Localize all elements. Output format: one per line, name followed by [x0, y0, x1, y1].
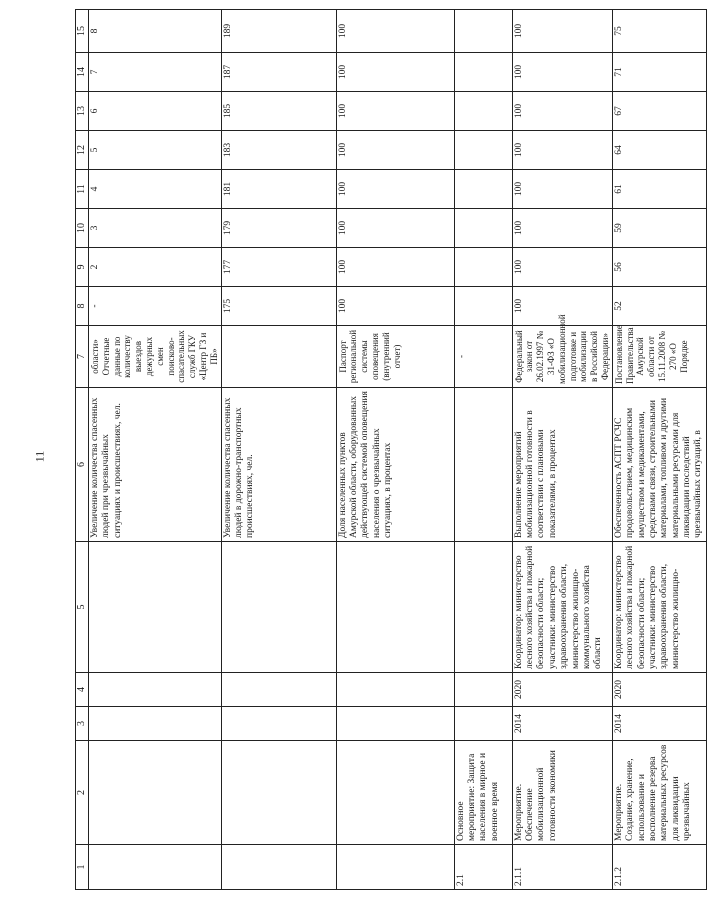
table-cell: Мероприятие. Создание, хранение, использование и восполнение резерва материальных ресурсов для ликвидации чрезвычайных: [612, 741, 706, 845]
table-cell-value: 100: [336, 170, 454, 209]
program-table: [75, 9, 707, 890]
table-row: [454, 10, 512, 890]
header-cell: 3: [76, 707, 89, 741]
table-cell: [221, 741, 336, 845]
table-row: [612, 10, 706, 890]
table-cell: -: [454, 326, 512, 388]
table-cell: [89, 673, 222, 707]
table-cell-value: 5: [89, 131, 222, 170]
header-cell: 10: [76, 209, 89, 248]
table-cell-value: 100: [512, 53, 612, 92]
table-cell-value: 189: [221, 10, 336, 53]
header-cell: 7: [76, 326, 89, 388]
table-cell-value: 179: [221, 209, 336, 248]
table-cell: [221, 326, 336, 388]
table-row: [336, 10, 454, 890]
table-cell-value: 100: [512, 209, 612, 248]
page-number: 11: [32, 450, 47, 463]
table-cell: Основное мероприятие: Защита населения в мирное и военное время: [454, 741, 512, 845]
table-cell-value: 67: [612, 92, 706, 131]
table-cell: [221, 542, 336, 673]
table-cell-value: 61: [612, 170, 706, 209]
table-cell-value: 71: [612, 53, 706, 92]
table-cell-value: 185: [221, 92, 336, 131]
table-cell: Постановление Правительства Амурской области от 15.11.2008 № 270 «О Порядке: [612, 326, 706, 388]
table-cell-value: 100: [512, 287, 612, 326]
table-cell-value: 52: [612, 287, 706, 326]
table-cell: [454, 542, 512, 673]
table-cell: 2020: [512, 673, 612, 707]
table-cell-value: 64: [612, 131, 706, 170]
table-cell-value: 100: [336, 287, 454, 326]
table-cell-value: 2: [89, 248, 222, 287]
table-cell: [454, 707, 512, 741]
table-cell-value: 56: [612, 248, 706, 287]
table-cell: Доля населенных пунктов Амурской области, оборудованных действующей системой оповещения населения о чрезвычайных ситуациях, в процентах: [336, 388, 454, 542]
table-cell: 2.1.1: [512, 845, 612, 890]
table-cell: [336, 707, 454, 741]
table-cell-value: 7: [89, 53, 222, 92]
table-cell: [221, 845, 336, 890]
table-cell: Координатор: министерство лесного хозяйства и пожарной безопасности области; участники: министерство здравоохранения области, министерство жилищно-: [612, 542, 706, 673]
table-cell-value: [454, 248, 512, 287]
table-cell-value: 100: [336, 131, 454, 170]
table-cell: [221, 707, 336, 741]
table-cell: [336, 673, 454, 707]
table-cell: 2.1.2: [612, 845, 706, 890]
table-cell: Увеличение количества спасенных людей при чрезвычайных ситуациях и происшествиях, чел.: [89, 388, 222, 542]
table-cell: 2020: [612, 673, 706, 707]
table-cell: [454, 388, 512, 542]
table-cell-value: [454, 287, 512, 326]
table-cell-value: [454, 53, 512, 92]
table-cell-value: 187: [221, 53, 336, 92]
header-cell: 5: [76, 542, 89, 673]
table-cell: Федеральный закон от 26.02.1997 № 31-ФЗ «О мобилизационной подготовке и мобилизации в Российской Федерации»: [512, 326, 612, 388]
table-cell-value: 100: [512, 92, 612, 131]
table-cell: [336, 542, 454, 673]
table-cell-value: 100: [336, 209, 454, 248]
table-cell-value: [454, 10, 512, 53]
table-cell: Мероприятие. Обеспечение мобилизационной готовности экономики: [512, 741, 612, 845]
table-cell-value: 8: [89, 10, 222, 53]
table-cell: Выполнение мероприятий мобилизационной готовности в соответствии с плановыми показателями, в процентах: [512, 388, 612, 542]
table-cell-value: [454, 170, 512, 209]
table-cell: [336, 741, 454, 845]
table-cell: [89, 845, 222, 890]
table-sheet: [75, 10, 704, 890]
header-cell: 8: [76, 287, 89, 326]
table-cell: Увеличение количества спасенных людей в дорожно-транспортных происшествиях, чел.: [221, 388, 336, 542]
table-cell-value: 59: [612, 209, 706, 248]
table-cell-value: 100: [336, 92, 454, 131]
table-cell: 2014: [612, 707, 706, 741]
table-cell: Координатор: министерство лесного хозяйства и пожарной безопасности области; участники: министерство здравоохранения области, министерство жилищно-коммунального хозяйства области: [512, 542, 612, 673]
table-cell-value: 183: [221, 131, 336, 170]
table-cell-value: 100: [512, 10, 612, 53]
table-cell-value: 100: [336, 10, 454, 53]
table-cell-value: [454, 92, 512, 131]
table-cell: [336, 845, 454, 890]
table-cell: [89, 741, 222, 845]
table-cell-value: 100: [512, 131, 612, 170]
table-cell-value: 100: [336, 248, 454, 287]
table-cell-value: 181: [221, 170, 336, 209]
table-row: [221, 10, 336, 890]
table-cell-value: 4: [89, 170, 222, 209]
table-cell: области» Отчетные данные по количеству выездов дежурных смен поисково-спасательных служб ГКУ «Центр ГЗ и ПБ»: [89, 326, 222, 388]
header-row: [76, 10, 89, 890]
table-cell-value: 177: [221, 248, 336, 287]
header-cell: 12: [76, 131, 89, 170]
header-cell: 15: [76, 10, 89, 53]
table-cell-value: 100: [336, 53, 454, 92]
table-cell-value: 3: [89, 209, 222, 248]
header-cell: 9: [76, 248, 89, 287]
table-cell-value: 175: [221, 287, 336, 326]
header-cell: 6: [76, 388, 89, 542]
table-cell: 2014: [512, 707, 612, 741]
table-cell-value: 100: [512, 248, 612, 287]
table-cell-value: [454, 209, 512, 248]
table-cell-value: 75: [612, 10, 706, 53]
table-cell-value: -: [89, 287, 222, 326]
header-cell: 1: [76, 845, 89, 890]
header-cell: 2: [76, 741, 89, 845]
table-row: [89, 10, 222, 890]
table-cell-value: [454, 131, 512, 170]
table-cell: Паспорт региональной системы оповещения (внутренний отчет): [336, 326, 454, 388]
header-cell: 4: [76, 673, 89, 707]
header-cell: 14: [76, 53, 89, 92]
header-cell: 11: [76, 170, 89, 209]
table-cell-value: 100: [512, 170, 612, 209]
table-cell: 2.1: [454, 845, 512, 890]
table-cell: Обеспеченность АСПТ РСЧС продовольствием, медицинским имуществом и медикаментами, средствами связи, строительными материалами, топливом и другими материальными ресурсами для ликвидации последствий чрезвычайных ситуаций, в: [612, 388, 706, 542]
header-cell: 13: [76, 92, 89, 131]
table-row: [512, 10, 612, 890]
table-cell: [221, 673, 336, 707]
table-cell: [454, 673, 512, 707]
table-cell: [89, 542, 222, 673]
table-cell: [89, 707, 222, 741]
table-cell-value: 6: [89, 92, 222, 131]
